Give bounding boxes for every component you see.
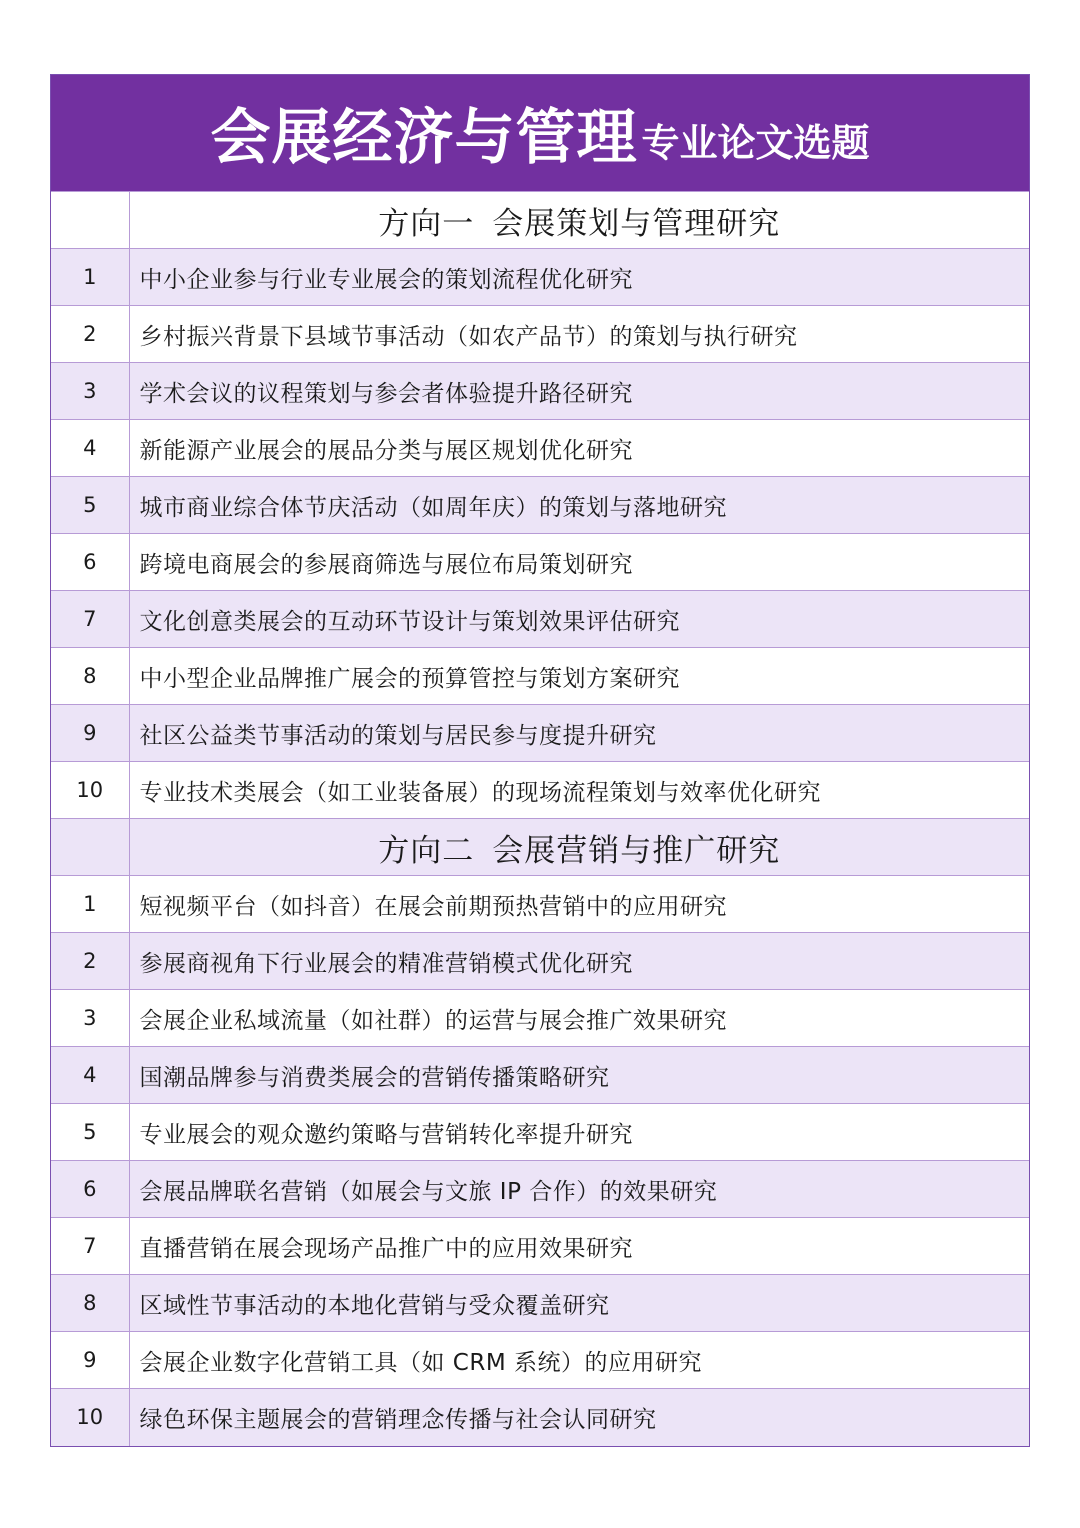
section-label: 方向一 (378, 205, 475, 242)
section-title-cell (129, 819, 1029, 876)
topic-text: 国潮品牌参与消费类展会的营销传播策略研究 (129, 1047, 1029, 1104)
topic-number: 4 (51, 420, 129, 477)
topic-number: 6 (51, 534, 129, 591)
topic-text: 会展企业数字化营销工具（如 CRM 系统）的应用研究 (129, 1332, 1029, 1389)
section-label: 方向二 (378, 832, 475, 869)
topic-text: 新能源产业展会的展品分类与展区规划优化研究 (129, 420, 1029, 477)
page-subtitle: 专业论文选题 (641, 120, 870, 165)
topic-text: 会展企业私域流量（如社群）的运营与展会推广效果研究 (129, 990, 1029, 1047)
section-number-cell (51, 819, 129, 876)
topic-text: 会展品牌联名营销（如展会与文旅 IP 合作）的效果研究 (129, 1161, 1029, 1218)
topic-number: 8 (51, 1275, 129, 1332)
topic-text: 专业展会的观众邀约策略与营销转化率提升研究 (129, 1104, 1029, 1161)
topic-text: 中小型企业品牌推广展会的预算管控与策划方案研究 (129, 648, 1029, 705)
topic-sheet (50, 74, 1030, 1447)
table-row (51, 1332, 1029, 1389)
title-banner (51, 75, 1029, 191)
table-row (51, 705, 1029, 762)
table-row (51, 249, 1029, 306)
topic-number: 3 (51, 990, 129, 1047)
table-row (51, 363, 1029, 420)
table-row (51, 591, 1029, 648)
topic-text: 专业技术类展会（如工业装备展）的现场流程策划与效率优化研究 (129, 762, 1029, 819)
topic-text: 参展商视角下行业展会的精准营销模式优化研究 (129, 933, 1029, 990)
table-row (51, 876, 1029, 933)
topic-number: 1 (51, 876, 129, 933)
section-header-row (51, 819, 1029, 876)
topics-table (51, 191, 1029, 1446)
table-row (51, 1104, 1029, 1161)
topic-text: 中小企业参与行业专业展会的策划流程优化研究 (129, 249, 1029, 306)
topic-number: 10 (51, 1389, 129, 1446)
topic-number: 5 (51, 477, 129, 534)
topic-number: 9 (51, 705, 129, 762)
section-number-cell (51, 192, 129, 249)
topic-text: 城市商业综合体节庆活动（如周年庆）的策划与落地研究 (129, 477, 1029, 534)
topic-number: 1 (51, 249, 129, 306)
table-row (51, 1275, 1029, 1332)
table-row (51, 477, 1029, 534)
table-row (51, 762, 1029, 819)
topic-text: 社区公益类节事活动的策划与居民参与度提升研究 (129, 705, 1029, 762)
topic-number: 7 (51, 591, 129, 648)
section-title: 会展策划与管理研究 (492, 205, 781, 242)
topic-number: 9 (51, 1332, 129, 1389)
topic-text: 学术会议的议程策划与参会者体验提升路径研究 (129, 363, 1029, 420)
table-row (51, 933, 1029, 990)
topic-text: 乡村振兴背景下县域节事活动（如农产品节）的策划与执行研究 (129, 306, 1029, 363)
topic-text: 区域性节事活动的本地化营销与受众覆盖研究 (129, 1275, 1029, 1332)
table-row (51, 1218, 1029, 1275)
topic-text: 直播营销在展会现场产品推广中的应用效果研究 (129, 1218, 1029, 1275)
topic-text: 绿色环保主题展会的营销理念传播与社会认同研究 (129, 1389, 1029, 1446)
section-title-cell (129, 192, 1029, 249)
topic-number: 7 (51, 1218, 129, 1275)
topic-number: 4 (51, 1047, 129, 1104)
table-row (51, 1389, 1029, 1446)
topic-number: 6 (51, 1161, 129, 1218)
topic-number: 10 (51, 762, 129, 819)
table-row (51, 420, 1029, 477)
topic-text: 短视频平台（如抖音）在展会前期预热营销中的应用研究 (129, 876, 1029, 933)
topic-text: 跨境电商展会的参展商筛选与展位布局策划研究 (129, 534, 1029, 591)
table-row (51, 1161, 1029, 1218)
topic-number: 8 (51, 648, 129, 705)
topic-text: 文化创意类展会的互动环节设计与策划效果评估研究 (129, 591, 1029, 648)
topic-number: 2 (51, 933, 129, 990)
section-title: 会展营销与推广研究 (492, 832, 781, 869)
table-row (51, 648, 1029, 705)
topic-number: 5 (51, 1104, 129, 1161)
table-row (51, 534, 1029, 591)
topic-number: 2 (51, 306, 129, 363)
table-row (51, 306, 1029, 363)
section-header-row (51, 192, 1029, 249)
page-title: 会展经济与管理 (210, 103, 638, 173)
table-row (51, 1047, 1029, 1104)
table-row (51, 990, 1029, 1047)
topic-number: 3 (51, 363, 129, 420)
